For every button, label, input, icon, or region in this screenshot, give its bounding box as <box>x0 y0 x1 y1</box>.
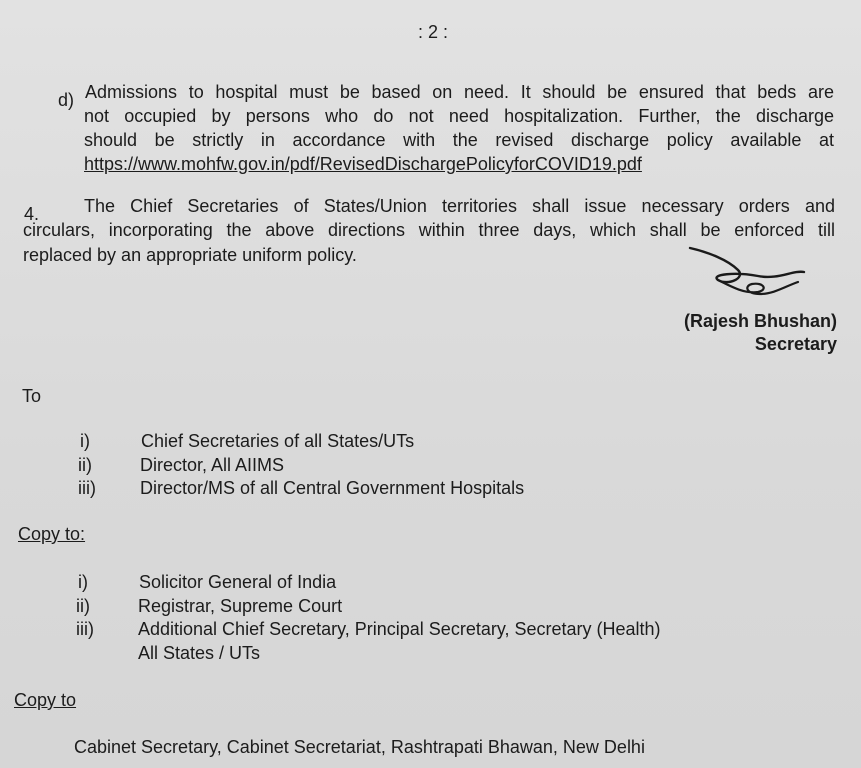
copy-to-2-text: Cabinet Secretary, Cabinet Secretariat, Rashtrapati Bhawan, New Delhi <box>74 737 645 757</box>
para4-line-3: replaced by an appropriate uniform policy. <box>23 245 357 265</box>
item-d-line-2: not occupied by persons who do not need hospitalization. Further, the discharge <box>84 106 834 126</box>
signature-image <box>688 242 808 302</box>
copy-to-heading-2: Copy to <box>14 690 77 710</box>
para4-line-1: The Chief Secretaries of States/Union territories shall issue necessary orders and <box>84 196 835 216</box>
copy-item-num: i) <box>78 572 88 592</box>
to-item-text: Director, All AIIMS <box>140 455 285 475</box>
copy-to-heading <box>18 522 85 546</box>
page-number: : 2 : <box>418 22 449 42</box>
para4-line-2: circulars, incorporating the above directions within three days, which shall be enforced till <box>23 220 835 240</box>
signatory-designation: Secretary <box>754 334 837 354</box>
to-item-num: i) <box>80 431 90 451</box>
copy-to-heading-text: Copy to: <box>18 524 86 544</box>
para4-number: 4. <box>24 204 40 224</box>
copy-item-text: Registrar, Supreme Court <box>138 596 343 616</box>
copy-item-num: ii) <box>76 596 90 616</box>
copy-item-text: Solicitor General of India <box>139 572 337 592</box>
item-d-line-1: Admissions to hospital must be based on need. It should be ensured that beds are <box>85 82 834 102</box>
to-heading: To <box>22 386 42 406</box>
to-item-num: ii) <box>78 455 92 475</box>
copy-item-text-cont: All States / UTs <box>138 643 261 663</box>
to-item-text: Chief Secretaries of all States/UTs <box>141 431 415 451</box>
copy-item-text: Additional Chief Secretary, Principal Secretary, Secretary (Health) <box>138 619 661 639</box>
item-d-line-3: should be strictly in accordance with the revised discharge policy available at <box>84 130 834 150</box>
signatory-name: (Rajesh Bhushan) <box>683 311 837 331</box>
to-item-num: iii) <box>78 478 96 498</box>
item-d-label: d) <box>58 90 75 110</box>
copy-item-num: iii) <box>76 619 94 639</box>
discharge-policy-link[interactable]: https://www.mohfw.gov.in/pdf/RevisedDischargePolicyforCOVID19.pdf <box>84 154 642 174</box>
to-item-text: Director/MS of all Central Government Hospitals <box>140 478 525 498</box>
